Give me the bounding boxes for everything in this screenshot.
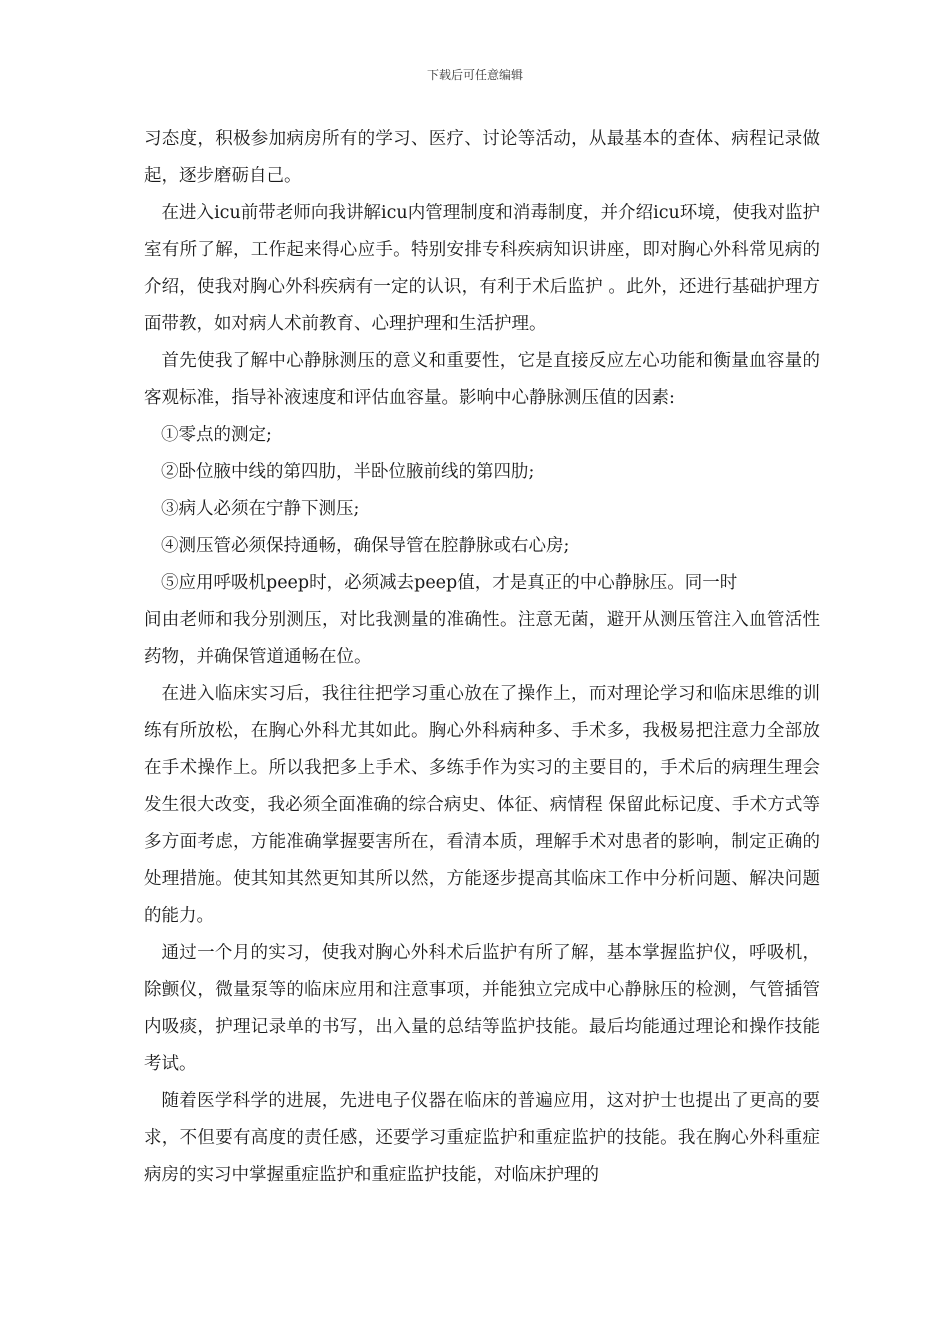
list-item: ②卧位腋中线的第四肋，半卧位腋前线的第四肋; — [161, 462, 535, 482]
paragraph-4: 通过一个月的实习，使我对胸心外科术后监护有所了解，基本掌握监护仪，呼吸机，除颤仪，微量泵等的临床应用和注意事项，并能独立完成中心静脉压的检测，气管插管内吸痰，护理记录单的书写，出入量的总结等监护技能。最后均能通过理论和操作技能考试。 — [144, 943, 820, 1074]
list-item: ④测压管必须保持通畅，确保导管在腔静脉或右心房; — [161, 536, 570, 556]
paragraph-1: 在进入icu前带老师向我讲解icu内管理制度和消毒制度，并介绍icu环境，使我对监护室有所了解，工作起来得心应手。特别安排专科疾病知识讲座，即对胸心外科常见病的介绍，使我对胸心外科疾病有一定的认识，有利于术后监护 。此外，还进行基础护理方面带教，如对病人术前教育、心理护理和生活护理。 — [144, 203, 820, 334]
paragraph-2: 首先使我了解中心静脉测压的意义和重要性，它是直接反应左心功能和衡量血容量的客观标准，指导补液速度和评估血容量。影响中心静脉测压值的因素: — [144, 351, 820, 408]
paragraph-0: 习态度，积极参加病房所有的学习、医疗、讨论等活动，从最基本的查体、病程记录做起，逐步磨砺自己。 — [144, 129, 820, 186]
list-item: ①零点的测定; — [161, 425, 272, 445]
paragraph-3: 在进入临床实习后，我往往把学习重心放在了操作上，而对理论学习和临床思维的训练有所放松，在胸心外科尤其如此。胸心外科病种多、手术多，我极易把注意力全部放在手术操作上。所以我把多上手术、多练手作为实习的主要目的，手术后的病理生理会发生很大改变，我必须全面准确的综合病史、体征、病情程 保留此标记度、手术方式等多方面考虑，方能准确掌握要害所在，看清本质，理解手术对患者的影响，制定正确的处理措施。使其知其然更知其所以然，方能逐步提高其临床工作中分析问题、解决问题的能力。 — [144, 684, 820, 926]
document-body — [144, 121, 820, 1194]
paragraph-5: 随着医学科学的进展，先进电子仪器在临床的普遍应用，这对护士也提出了更高的要求，不但要有高度的责任感，还要学习重症监护和重症监护的技能。我在胸心外科重症病房的实习中掌握重症监护和重症监护技能，对临床护理的 — [144, 1091, 820, 1185]
list-item: ⑤应用呼吸机peep时，必须减去peep值，才是真正的中心静脉压。同一时 — [161, 573, 738, 593]
page-header: 下载后可任意编辑 — [426, 68, 523, 82]
list-item-continuation: 间由老师和我分别测压，对比我测量的准确性。注意无菌，避开从测压管注入血管活性药物，并确保管道通畅在位。 — [144, 610, 820, 667]
list-item: ③病人必须在宁静下测压; — [161, 499, 360, 519]
